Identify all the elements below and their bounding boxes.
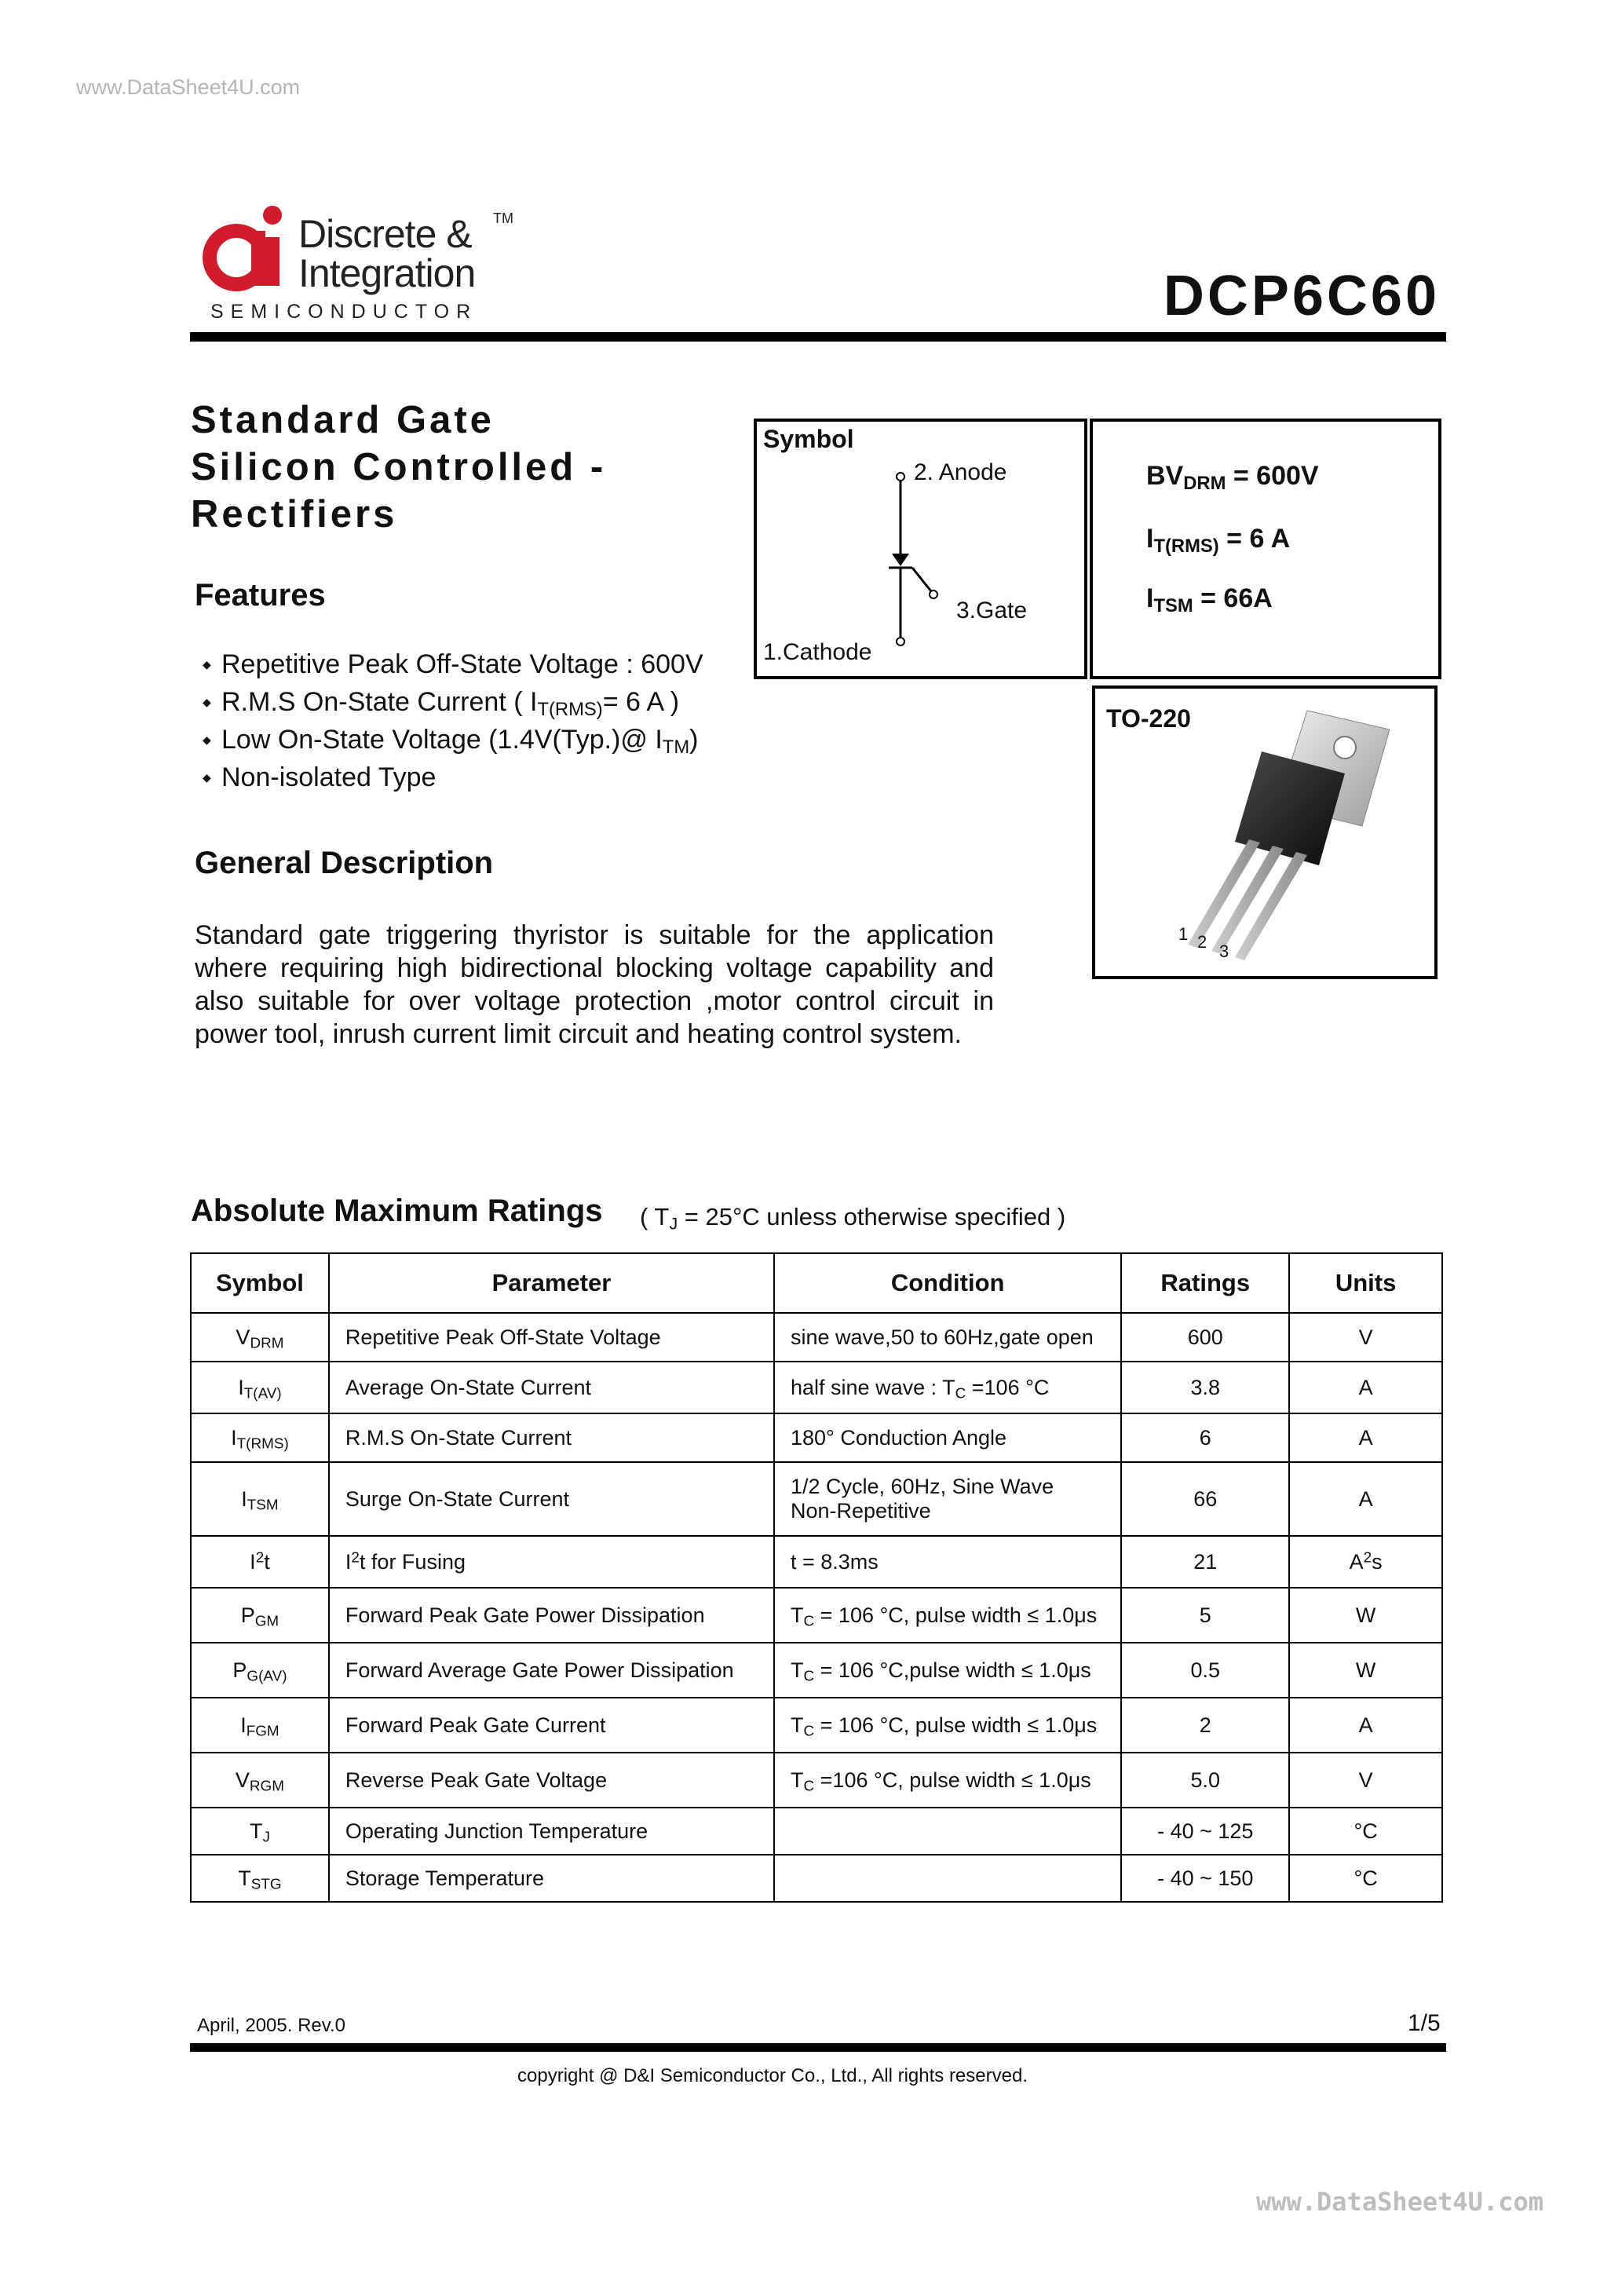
- table-row: [191, 1753, 1442, 1808]
- spec-itsm: [1146, 583, 1273, 614]
- unit-cell: [1289, 1808, 1442, 1855]
- unit-cell: [1289, 1462, 1442, 1536]
- part-number: DCP6C60: [1163, 265, 1440, 327]
- condition-text: half sine wave : T: [791, 1375, 955, 1399]
- general-description-heading: General Description: [195, 846, 494, 880]
- rating-cell: 66: [1121, 1462, 1289, 1536]
- symbol-cell: [191, 1698, 329, 1753]
- parameter-cell: [329, 1643, 774, 1698]
- condition-cell: [774, 1313, 1121, 1362]
- unit-cell: [1289, 1698, 1442, 1753]
- symbol-label: Symbol: [763, 425, 854, 453]
- condition-text-end: = 106 °C,pulse width ≤ 1.0μs: [814, 1658, 1091, 1682]
- feature-item: [203, 721, 703, 759]
- condition-cell: [774, 1588, 1121, 1643]
- table-row: [191, 1462, 1442, 1536]
- feature-text: R.M.S On-State Current (: [221, 687, 530, 717]
- rating-cell: 5.0: [1121, 1753, 1289, 1808]
- symbol-subscript: DRM: [250, 1335, 284, 1352]
- note-subscript: J: [669, 1213, 678, 1234]
- condition-cell: [774, 1698, 1121, 1753]
- unit-text: A: [1358, 1713, 1373, 1737]
- parameter-cell: [329, 1462, 774, 1536]
- package-label: TO-220: [1106, 704, 1191, 733]
- parameter-cell: [329, 1313, 774, 1362]
- parameter-cell: [329, 1855, 774, 1902]
- rating-cell: 0.5: [1121, 1643, 1289, 1698]
- parameter-text: Surge On-State Current: [345, 1486, 570, 1511]
- parameter-text: Average On-State Current: [345, 1375, 592, 1399]
- condition-text-end: = 106 °C, pulse width ≤ 1.0μs: [814, 1603, 1098, 1627]
- unit-superscript: 2: [1363, 1549, 1372, 1566]
- condition-text: T: [791, 1768, 804, 1792]
- symbol-cell: [191, 1536, 329, 1588]
- parameter-text: Forward Average Gate Power Dissipation: [345, 1658, 734, 1682]
- parameter-text: Reverse Peak Gate Voltage: [345, 1768, 608, 1792]
- unit-text: °C: [1353, 1866, 1378, 1890]
- condition-text-end: =106 °C, pulse width ≤ 1.0μs: [814, 1768, 1091, 1792]
- condition-text: sine wave,50 to 60Hz,gate open: [791, 1325, 1094, 1349]
- condition-cell: [774, 1362, 1121, 1413]
- spec-value: = 66A: [1193, 583, 1273, 613]
- note-text: ( T: [640, 1203, 670, 1230]
- parameter-cell: [329, 1753, 774, 1808]
- parameter-text: Storage Temperature: [345, 1866, 545, 1890]
- feature-text-end: = 6 A ): [602, 687, 680, 717]
- symbol-main: V: [236, 1325, 250, 1349]
- document-title: [191, 397, 606, 538]
- condition-subscript: C: [803, 1778, 815, 1795]
- parameter-cell: [329, 1413, 774, 1462]
- symbol-box: [754, 419, 1087, 679]
- parameter-text-end: t for Fusing: [359, 1549, 466, 1574]
- symbol-main: T: [249, 1819, 263, 1843]
- symbol-cell: [191, 1808, 329, 1855]
- title-line: Rectifiers: [191, 493, 398, 536]
- rating-cell: 600: [1121, 1313, 1289, 1362]
- spec-itrms: [1146, 524, 1291, 557]
- symbol-main: T: [238, 1866, 251, 1890]
- unit-text: V: [1358, 1768, 1373, 1792]
- ratings-table: [190, 1252, 1443, 1903]
- condition-text: 1/2 Cycle, 60Hz, Sine Wave: [791, 1475, 1054, 1498]
- feature-text: Non-isolated Type: [221, 762, 437, 792]
- symbol-cell: [191, 1462, 329, 1536]
- rating-cell: 6: [1121, 1413, 1289, 1462]
- condition-subscript: C: [803, 1723, 815, 1740]
- parameter-cell: [329, 1536, 774, 1588]
- pin-label-2: 2: [1197, 932, 1207, 952]
- unit-cell: [1289, 1413, 1442, 1462]
- pin-label-3: 3: [1219, 941, 1229, 961]
- watermark-bottom: www.DataSheet4U.com: [1255, 2187, 1543, 2217]
- rating-cell: - 40 ~ 150: [1121, 1855, 1289, 1902]
- symbol-cell: [191, 1588, 329, 1643]
- condition-cell: [774, 1753, 1121, 1808]
- table-row: [191, 1313, 1442, 1362]
- rating-cell: - 40 ~ 125: [1121, 1808, 1289, 1855]
- symbol-subscript: RGM: [249, 1778, 284, 1795]
- footer-rule: [190, 2043, 1446, 2052]
- condition-text: T: [791, 1603, 804, 1627]
- unit-text: °C: [1353, 1819, 1378, 1843]
- feature-item: [203, 759, 703, 796]
- unit-cell: [1289, 1753, 1442, 1808]
- key-specs-box: [1090, 419, 1441, 679]
- condition-cell: [774, 1808, 1121, 1855]
- to220-package-icon: [1095, 689, 1434, 976]
- ratings-note: [640, 1203, 1066, 1234]
- spec-subscript: T(RMS): [1153, 535, 1219, 557]
- condition-cell: [774, 1643, 1121, 1698]
- unit-cell: [1289, 1362, 1442, 1413]
- parameter-text: I: [345, 1549, 352, 1574]
- symbol-main: I: [231, 1425, 237, 1450]
- symbol-main: V: [235, 1768, 250, 1792]
- pin-label-1: 1: [1178, 924, 1189, 944]
- table-row: [191, 1536, 1442, 1588]
- feature-subscript: TM: [662, 736, 690, 758]
- feature-text: Repetitive Peak Off-State Voltage : 600V: [221, 649, 703, 679]
- features-list: [203, 645, 703, 796]
- rating-cell: 5: [1121, 1588, 1289, 1643]
- parameter-cell: [329, 1698, 774, 1753]
- symbol-main: P: [232, 1658, 247, 1682]
- unit-text: A: [1358, 1375, 1373, 1399]
- scr-symbol-icon: [757, 422, 1084, 676]
- parameter-text: Forward Peak Gate Power Dissipation: [345, 1603, 705, 1627]
- symbol-subscript: GM: [254, 1613, 279, 1630]
- parameter-text: R.M.S On-State Current: [345, 1425, 572, 1450]
- condition-cell: [774, 1536, 1121, 1588]
- symbol-subscript: STG: [250, 1876, 282, 1893]
- table-row: [191, 1643, 1442, 1698]
- logo-subtitle: SEMICONDUCTOR: [210, 301, 478, 323]
- unit-text: V: [1358, 1325, 1373, 1349]
- parameter-text: Operating Junction Temperature: [345, 1819, 648, 1843]
- column-header: Parameter: [329, 1253, 774, 1313]
- spec-symbol: I: [1146, 583, 1154, 613]
- feature-item: [203, 683, 703, 721]
- symbol-main: I: [250, 1549, 256, 1574]
- symbol-main: P: [240, 1603, 255, 1627]
- unit-text: W: [1355, 1603, 1376, 1627]
- table-row: [191, 1413, 1442, 1462]
- spec-subscript: TSM: [1153, 594, 1193, 616]
- table-row: [191, 1808, 1442, 1855]
- unit-cell: [1289, 1588, 1442, 1643]
- condition-cell: [774, 1855, 1121, 1902]
- condition-text: T: [791, 1713, 804, 1737]
- logo-trademark: TM: [493, 210, 513, 226]
- condition-line2: Non-Repetitive: [791, 1499, 931, 1523]
- page-number: 1/5: [1408, 2010, 1441, 2036]
- symbol-main: I: [240, 1713, 247, 1737]
- condition-text: T: [791, 1658, 804, 1682]
- unit-text: A: [1349, 1549, 1364, 1574]
- spec-symbol: I: [1146, 524, 1154, 554]
- symbol-subscript: J: [262, 1829, 270, 1846]
- condition-text-end: =106 °C: [966, 1375, 1050, 1399]
- feature-symbol: I: [655, 725, 663, 755]
- table-row: [191, 1698, 1442, 1753]
- gate-label: 3.Gate: [956, 598, 1028, 623]
- features-heading: Features: [195, 578, 326, 612]
- condition-cell: [774, 1413, 1121, 1462]
- parameter-cell: [329, 1808, 774, 1855]
- rating-cell: 3.8: [1121, 1362, 1289, 1413]
- condition-text: 180° Conduction Angle: [791, 1425, 1007, 1450]
- unit-cell: [1289, 1643, 1442, 1698]
- feature-text-end: ): [689, 725, 699, 755]
- feature-text: Low On-State Voltage (1.4V(Typ.)@: [221, 725, 656, 755]
- unit-cell: [1289, 1313, 1442, 1362]
- column-header: Condition: [774, 1253, 1121, 1313]
- unit-text: W: [1355, 1658, 1376, 1682]
- symbol-suffix: t: [264, 1549, 270, 1574]
- package-box: [1092, 686, 1438, 979]
- cathode-label: 1.Cathode: [763, 639, 872, 665]
- parameter-cell: [329, 1362, 774, 1413]
- spec-subscript: DRM: [1183, 472, 1226, 494]
- condition-cell: [774, 1462, 1121, 1536]
- di-logo-mark: [203, 196, 301, 294]
- unit-text: A: [1358, 1425, 1373, 1450]
- unit-cell: [1289, 1855, 1442, 1902]
- symbol-cell: [191, 1362, 329, 1413]
- condition-subscript: C: [955, 1385, 966, 1402]
- feature-item: [203, 645, 703, 683]
- title-line: Silicon Controlled -: [191, 446, 607, 488]
- parameter-text: Forward Peak Gate Current: [345, 1713, 606, 1737]
- condition-subscript: C: [803, 1668, 815, 1685]
- symbol-cell: [191, 1855, 329, 1902]
- rating-cell: 2: [1121, 1698, 1289, 1753]
- column-header: Units: [1289, 1253, 1442, 1313]
- logo-text-line1: Discrete &: [298, 212, 472, 256]
- logo-text-line2: Integration: [298, 251, 476, 295]
- watermark-top: www.DataSheet4U.com: [76, 75, 301, 99]
- symbol-cell: [191, 1643, 329, 1698]
- symbol-subscript: T(AV): [243, 1385, 282, 1402]
- ratings-heading: Absolute Maximum Ratings: [191, 1194, 603, 1228]
- table-row: [191, 1362, 1442, 1413]
- parameter-text: Repetitive Peak Off-State Voltage: [345, 1325, 661, 1349]
- symbol-subscript: FGM: [246, 1723, 279, 1740]
- title-line: Standard Gate: [191, 399, 495, 441]
- symbol-subscript: T(RMS): [236, 1435, 289, 1453]
- rating-cell: 21: [1121, 1536, 1289, 1588]
- column-header: Ratings: [1121, 1253, 1289, 1313]
- ratings-table-body: [191, 1313, 1442, 1902]
- condition-subscript: C: [803, 1613, 815, 1630]
- table-header-row: [191, 1253, 1442, 1313]
- symbol-cell: [191, 1413, 329, 1462]
- unit-text-end: s: [1372, 1549, 1383, 1574]
- parameter-superscript: 2: [351, 1549, 360, 1566]
- table-row: [191, 1588, 1442, 1643]
- column-header: Symbol: [191, 1253, 329, 1313]
- feature-subscript: T(RMS): [537, 698, 603, 720]
- table-row: [191, 1855, 1442, 1902]
- condition-text-end: = 106 °C, pulse width ≤ 1.0μs: [814, 1713, 1098, 1737]
- unit-cell: [1289, 1536, 1442, 1588]
- spec-symbol: BV: [1146, 461, 1184, 491]
- feature-symbol: I: [530, 687, 538, 717]
- condition-text: t = 8.3ms: [791, 1549, 879, 1574]
- symbol-cell: [191, 1313, 329, 1362]
- copyright-notice: copyright @ D&I Semiconductor Co., Ltd., All rights reserved.: [517, 2065, 1028, 2086]
- anode-label: 2. Anode: [914, 459, 1007, 485]
- symbol-main: I: [241, 1486, 247, 1511]
- spec-bvdrm: [1146, 461, 1319, 492]
- revision-date: April, 2005. Rev.0: [197, 2015, 345, 2036]
- symbol-superscript: 2: [255, 1549, 265, 1566]
- symbol-subscript: TSM: [247, 1497, 279, 1514]
- spec-value: = 600V: [1226, 461, 1319, 491]
- note-text-end: = 25°C unless otherwise specified ): [678, 1203, 1066, 1230]
- symbol-main: I: [238, 1375, 244, 1399]
- unit-text: A: [1358, 1486, 1373, 1511]
- header-rule: [190, 332, 1446, 342]
- general-description-text: Standard gate triggering thyristor is suitable for the application where requiring high bidirectional blocking voltage capability and also suitable for over voltage protection ,motor control circuit in power tool, inrush current limit circuit and heating control system.: [195, 920, 994, 1049]
- symbol-subscript: G(AV): [247, 1668, 287, 1685]
- parameter-cell: [329, 1588, 774, 1643]
- symbol-cell: [191, 1753, 329, 1808]
- spec-value: = 6 A: [1218, 524, 1291, 554]
